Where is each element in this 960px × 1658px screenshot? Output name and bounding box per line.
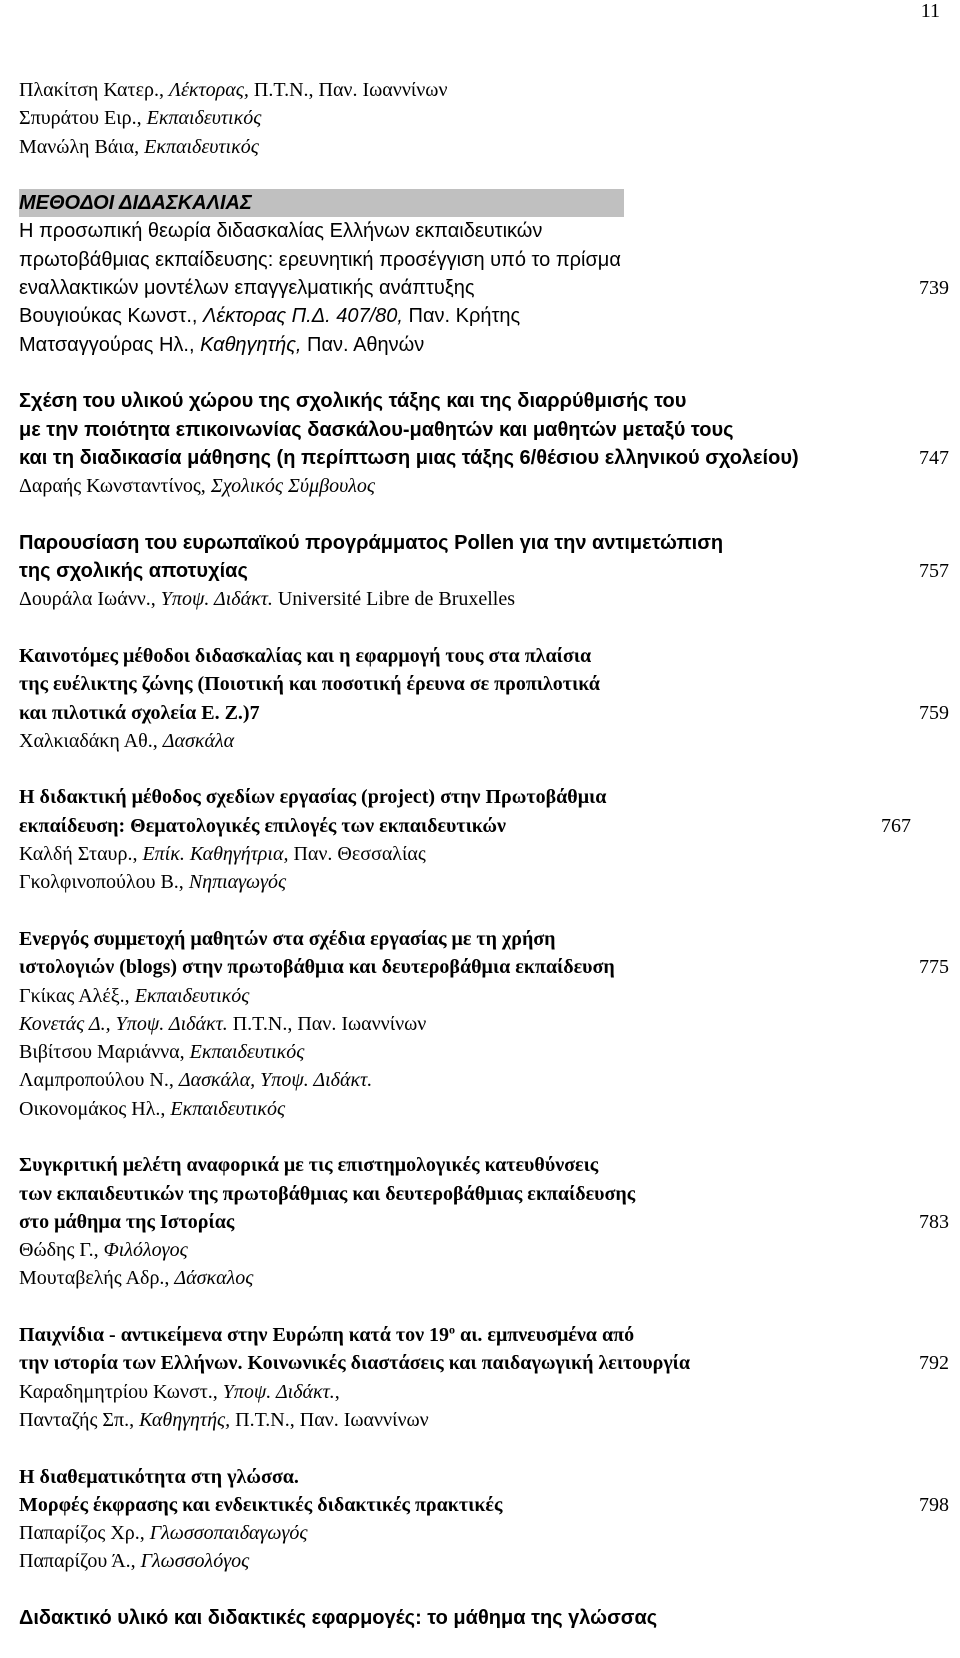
author-line: Δαραής Κωνσταντίνος, Σχολικός Σύμβουλος — [19, 475, 376, 498]
author-line: Μουταβελής Αδρ., Δάσκαλος — [19, 1267, 254, 1290]
author-line: Λαμπροπούλου Ν., Δασκάλα, Υποψ. Διδάκτ. — [19, 1069, 373, 1092]
entry-title: Η προσωπική θεωρία διδασκαλίας Ελλήνων εκπαιδευτικών — [19, 220, 543, 243]
entry-title: Παιχνίδια - αντικείμενα στην Ευρώπη κατά τον $19^o$ αι. εμπνευσμένα από — [19, 1322, 635, 1347]
entry-title: στο μάθημα της Ιστορίας 783 — [19, 1208, 949, 1236]
entry-title: της σχολικής αποτυχίας 757 — [19, 557, 949, 585]
entry-title: Σχέση του υλικού χώρου της σχολικής τάξης και της διαρρύθμισής του — [19, 390, 687, 413]
entry-title: ιστολογιών (blogs) στην πρωτοβάθμια και δευτεροβάθμια εκπαίδευση 775 — [19, 953, 949, 981]
section-heading: ΜΕΘΟΔΟΙ ΔΙΔΑΣΚΑΛΙΑΣ — [19, 189, 624, 217]
page-ref: 747 — [919, 446, 949, 469]
entry-title: εναλλακτικών μοντέλων επαγγελματικής ανάπτυξης 739 — [19, 274, 949, 302]
entry-title: Μορφές έκφρασης και ενδεικτικές διδακτικές πρακτικές 798 — [19, 1491, 949, 1519]
author-line: Παπαρίζος Χρ., Γλωσσοπαιδαγωγός — [19, 1522, 308, 1545]
entry-title: την ιστορία των Ελλήνων. Κοινωνικές διαστάσεις και παιδαγωγική λειτουργία 792 — [19, 1349, 949, 1377]
entry-title: Ενεργός συμμετοχή μαθητών στα σχέδια εργασίας με τη χρήση — [19, 927, 556, 950]
entry-title: Συγκριτική μελέτη αναφορικά με τις επιστημολογικές κατευθύνσεις — [19, 1154, 599, 1177]
author-line: Ματσαγγούρας Ηλ., Καθηγητής, Παν. Αθηνών — [19, 333, 425, 356]
author-line: Καραδημητρίου Κωνστ., Υποψ. Διδάκτ., — [19, 1380, 340, 1403]
author-line: Οικονομάκος Ηλ., Εκπαιδευτικός — [19, 1097, 286, 1120]
entry-title: πρωτοβάθμιας εκπαίδευσης: ερευνητική προσέγγιση υπό το πρίσμα — [19, 248, 621, 271]
author-line: Βιβίτσου Μαριάννα, Εκπαιδευτικός — [19, 1041, 305, 1064]
page-ref: 783 — [919, 1210, 949, 1233]
table-of-contents — [19, 76, 949, 1632]
author-line: Μανώλη Βάια, Εκπαιδευτικός — [19, 135, 259, 158]
page-ref: 757 — [919, 560, 949, 583]
entry-title: και τη διαδικασία μάθησης (η περίπτωση μιας τάξης 6/θέσιου ελληνικού σχολείου) 747 — [19, 444, 949, 472]
entry-title: Παρουσίαση του ευρωπαϊκού προγράμματος Pollen για την αντιμετώπιση — [19, 531, 724, 554]
author-line: Πανταζής Σπ., Καθηγητής, Π.Τ.Ν., Παν. Ιωαννίνων — [19, 1408, 429, 1431]
author-line: Γκίκας Αλέξ., Εκπαιδευτικός — [19, 984, 250, 1007]
entry-title: εκπαίδευση: Θεματολογικές επιλογές των εκπαιδευτικών 767 — [19, 812, 949, 840]
entry-title: της ευέλικτης ζώνης (Ποιοτική και ποσοτική έρευνα σε προπιλοτικά — [19, 673, 600, 696]
author-line: Δουράλα Ιωάνν., Υποψ. Διδάκτ. Université Libre de Bruxelles — [19, 588, 516, 611]
author-line: Χαλκιαδάκη Αθ., Δασκάλα — [19, 729, 235, 752]
author-line: Βουγιούκας Κωνστ., Λέκτορας Π.Δ. 407/80, Παν. Κρήτης — [19, 305, 521, 328]
page-ref: 792 — [919, 1352, 949, 1375]
author-line: Καλδή Σταυρ., Επίκ. Καθηγήτρια, Παν. Θεσσαλίας — [19, 843, 426, 866]
author-line: Παπαρίζου Ά., Γλωσσολόγος — [19, 1550, 250, 1573]
page-ref: 767 — [881, 814, 911, 837]
author-line: Σπυράτου Ειρ., Εκπαιδευτικός — [19, 107, 262, 130]
page-ref: 739 — [919, 277, 949, 300]
entry-title: Διδακτικό υλικό και διδακτικές εφαρμογές: το μάθημα της γλώσσας — [19, 1607, 658, 1630]
page-number: 11 — [920, 0, 940, 22]
entry-title: των εκπαιδευτικών της πρωτοβάθμιας και δευτεροβάθμιας εκπαίδευσης — [19, 1182, 636, 1205]
entry-title: Καινοτόμες μέθοδοι διδασκαλίας και η εφαρμογή τους στα πλαίσια — [19, 644, 592, 667]
author-line: Γκολφινοπούλου Β., Νηπιαγωγός — [19, 871, 287, 894]
author-line: Κονετάς Δ., Υποψ. Διδάκτ. Π.Τ.Ν., Παν. Ιωαννίνων — [19, 1012, 427, 1035]
author-line: Πλακίτση Κατερ., Λέκτορας, Π.Τ.Ν., Παν. Ιωαννίνων — [19, 79, 448, 101]
entry-title: Η διδακτική μέθοδος σχεδίων εργασίας (project) στην Πρωτοβάθμια — [19, 786, 607, 809]
page-ref: 759 — [919, 701, 949, 724]
entry-title: Η διαθεματικότητα στη γλώσσα. — [19, 1465, 299, 1488]
author-line: Θώδης Γ., Φιλόλογος — [19, 1239, 188, 1262]
page-ref: 798 — [919, 1493, 949, 1516]
entry-title: και πιλοτικά σχολεία Ε. Ζ.)7 759 — [19, 699, 949, 727]
entry-title: με την ποιότητα επικοινωνίας δασκάλου-μαθητών και μαθητών μεταξύ τους — [19, 418, 734, 441]
page-ref: 775 — [919, 956, 949, 979]
